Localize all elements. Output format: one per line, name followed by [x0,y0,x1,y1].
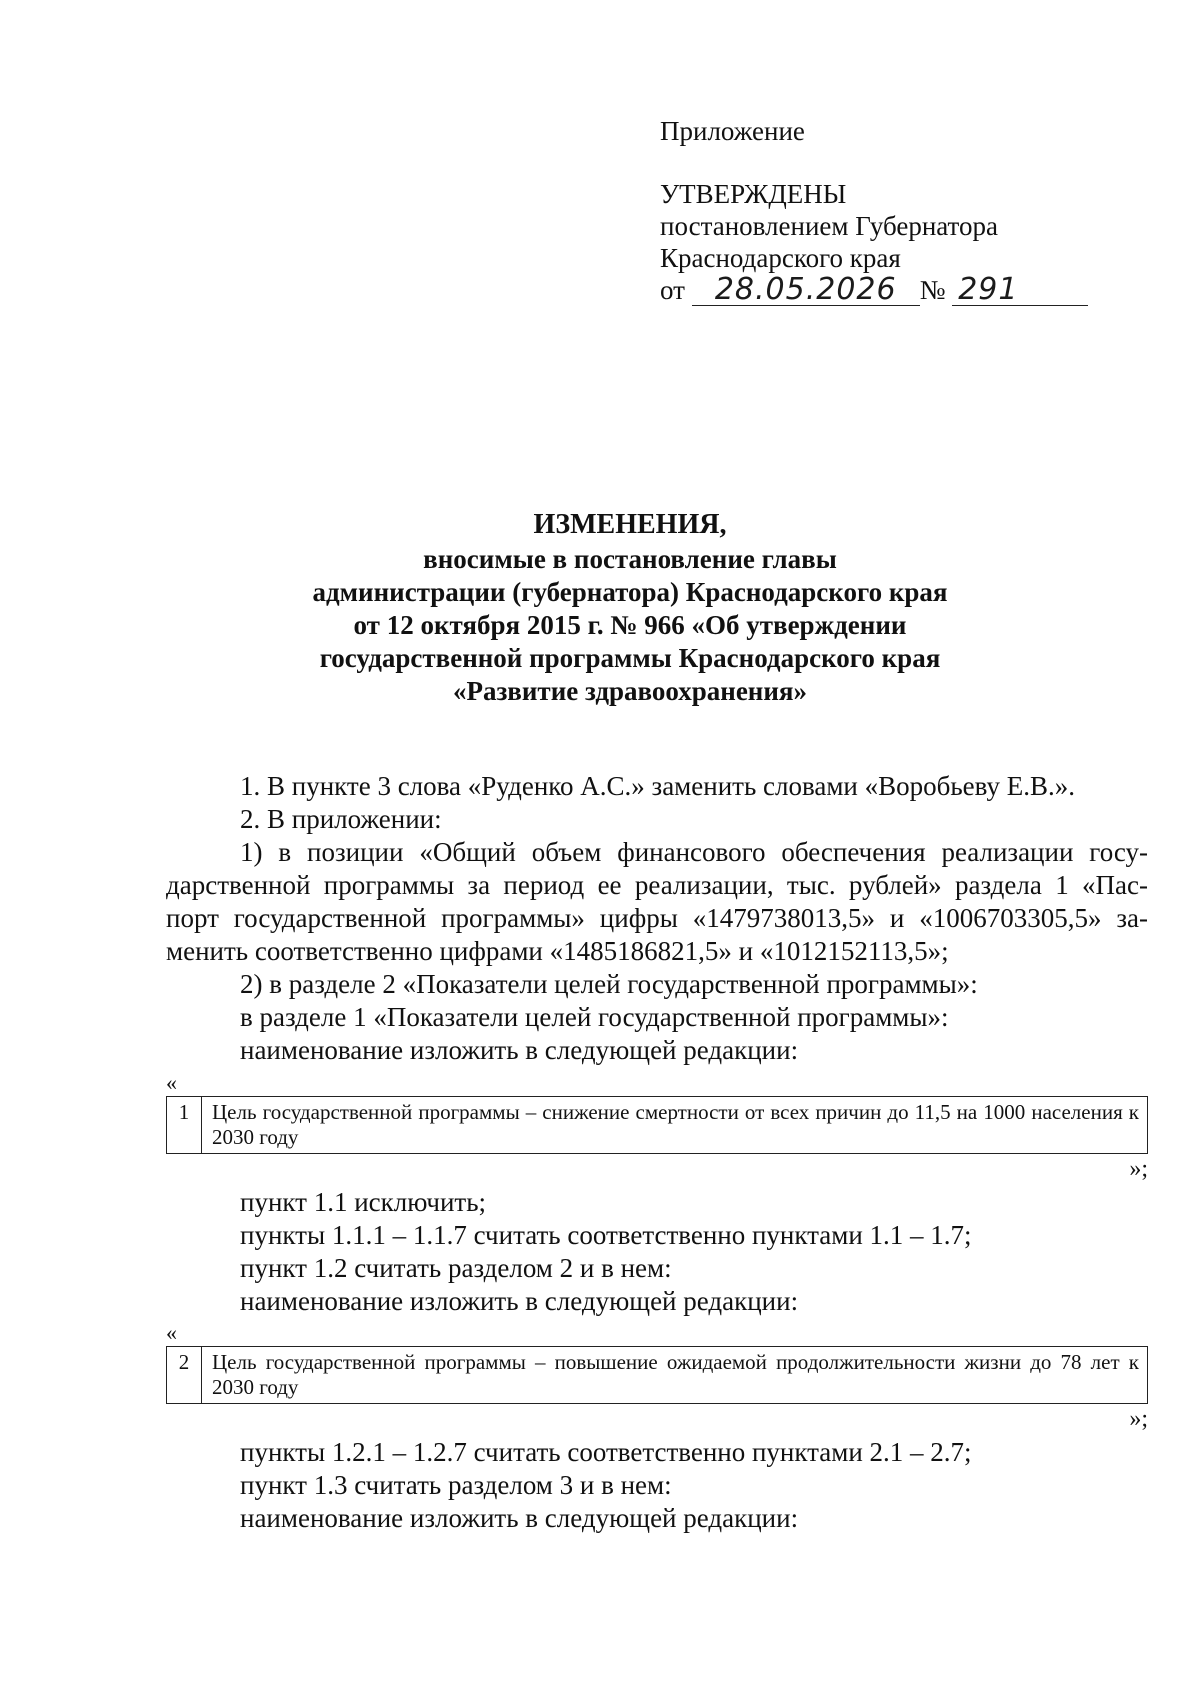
paragraph-line: 1) в позиции «Общий объем финансового обеспечения реализации госу- [240,837,1148,867]
title-heading: ИЗМЕНЕНИЯ, [533,509,727,540]
body-section-1 [166,770,1148,1067]
paragraph-item: пункты 1.1.1 – 1.1.7 считать соответственно пунктами 1.1 – 1.7; [240,1220,972,1250]
approved-heading: УТВЕРЖДЕНЫ [660,179,847,209]
paragraph-item: наименование изложить в следующей редакции: [240,1035,799,1065]
paragraph-item: наименование изложить в следующей редакции: [240,1286,799,1316]
number-sign: № [919,275,946,305]
handwritten-date: 28.05.2026 [714,272,897,307]
paragraph-item: в разделе 1 «Показатели целей государственной программы»: [240,1002,949,1032]
paragraph-item-1: 1. В пункте 3 слова «Руденко А.С.» заменить словами «Воробьеву Е.В.». [240,771,1075,801]
number-field [952,272,1088,307]
approval-block [660,178,1088,306]
table-row [166,1096,1148,1154]
body-section-2 [166,1186,1148,1318]
table-row [166,1346,1148,1404]
date-prefix: от [660,275,685,305]
title-line: администрации (губернатора) Краснодарского края [312,577,948,607]
title-line: вносимые в постановление главы [423,544,837,574]
table-cell-number: 1 [167,1097,202,1153]
title-line: государственной программы Краснодарского края [319,643,941,673]
paragraph-item: наименование изложить в следующей редакции: [240,1503,799,1533]
quote-close: »; [1129,1406,1148,1432]
date-field [692,272,920,307]
paragraph-line: дарственной программы за период ее реализации, тыс. рублей» раздела 1 «Пас- [166,870,1148,900]
title-line: от 12 октября 2015 г. № 966 «Об утверждении [353,610,907,640]
appendix-label: Приложение [660,116,805,146]
paragraph-item: пункт 1.1 исключить; [240,1187,487,1217]
approved-region-line: Краснодарского края [660,243,901,273]
quote-open: « [166,1070,177,1095]
table-cell-text: Цель государственной программы – снижение смертности от всех причин до 11,5 на 1000 населения к 2030 году [212,1100,1139,1149]
paragraph-item: пункты 1.2.1 – 1.2.7 считать соответственно пунктами 2.1 – 2.7; [240,1437,972,1467]
paragraph-item: пункт 1.3 считать разделом 3 и в нем: [240,1470,672,1500]
handwritten-number: 291 [958,272,1019,307]
date-number-line [660,274,1088,306]
paragraph-item-2: 2. В приложении: [240,804,442,834]
paragraph-line: менить соответственно цифрами «1485186821,5» и «1012152113,5»; [166,936,949,966]
table-cell-number: 2 [167,1347,202,1403]
paragraph-item: пункт 1.2 считать разделом 2 и в нем: [240,1253,672,1283]
table-cell-text: Цель государственной программы – повышение ожидаемой продолжительности жизни до 78 лет к 2030 году [212,1350,1139,1399]
paragraph-item: 2) в разделе 2 «Показатели целей государственной программы»: [240,969,978,999]
approved-by-line: постановлением Губернатора [660,211,998,241]
paragraph-line: порт государственной программы» цифры «1479738013,5» и «1006703305,5» за- [166,903,1148,933]
title-line: «Развитие здравоохранения» [452,676,808,706]
quote-close: »; [1129,1156,1148,1182]
quote-open: « [166,1320,177,1345]
document-title [150,508,1110,708]
body-section-3 [166,1436,1148,1535]
